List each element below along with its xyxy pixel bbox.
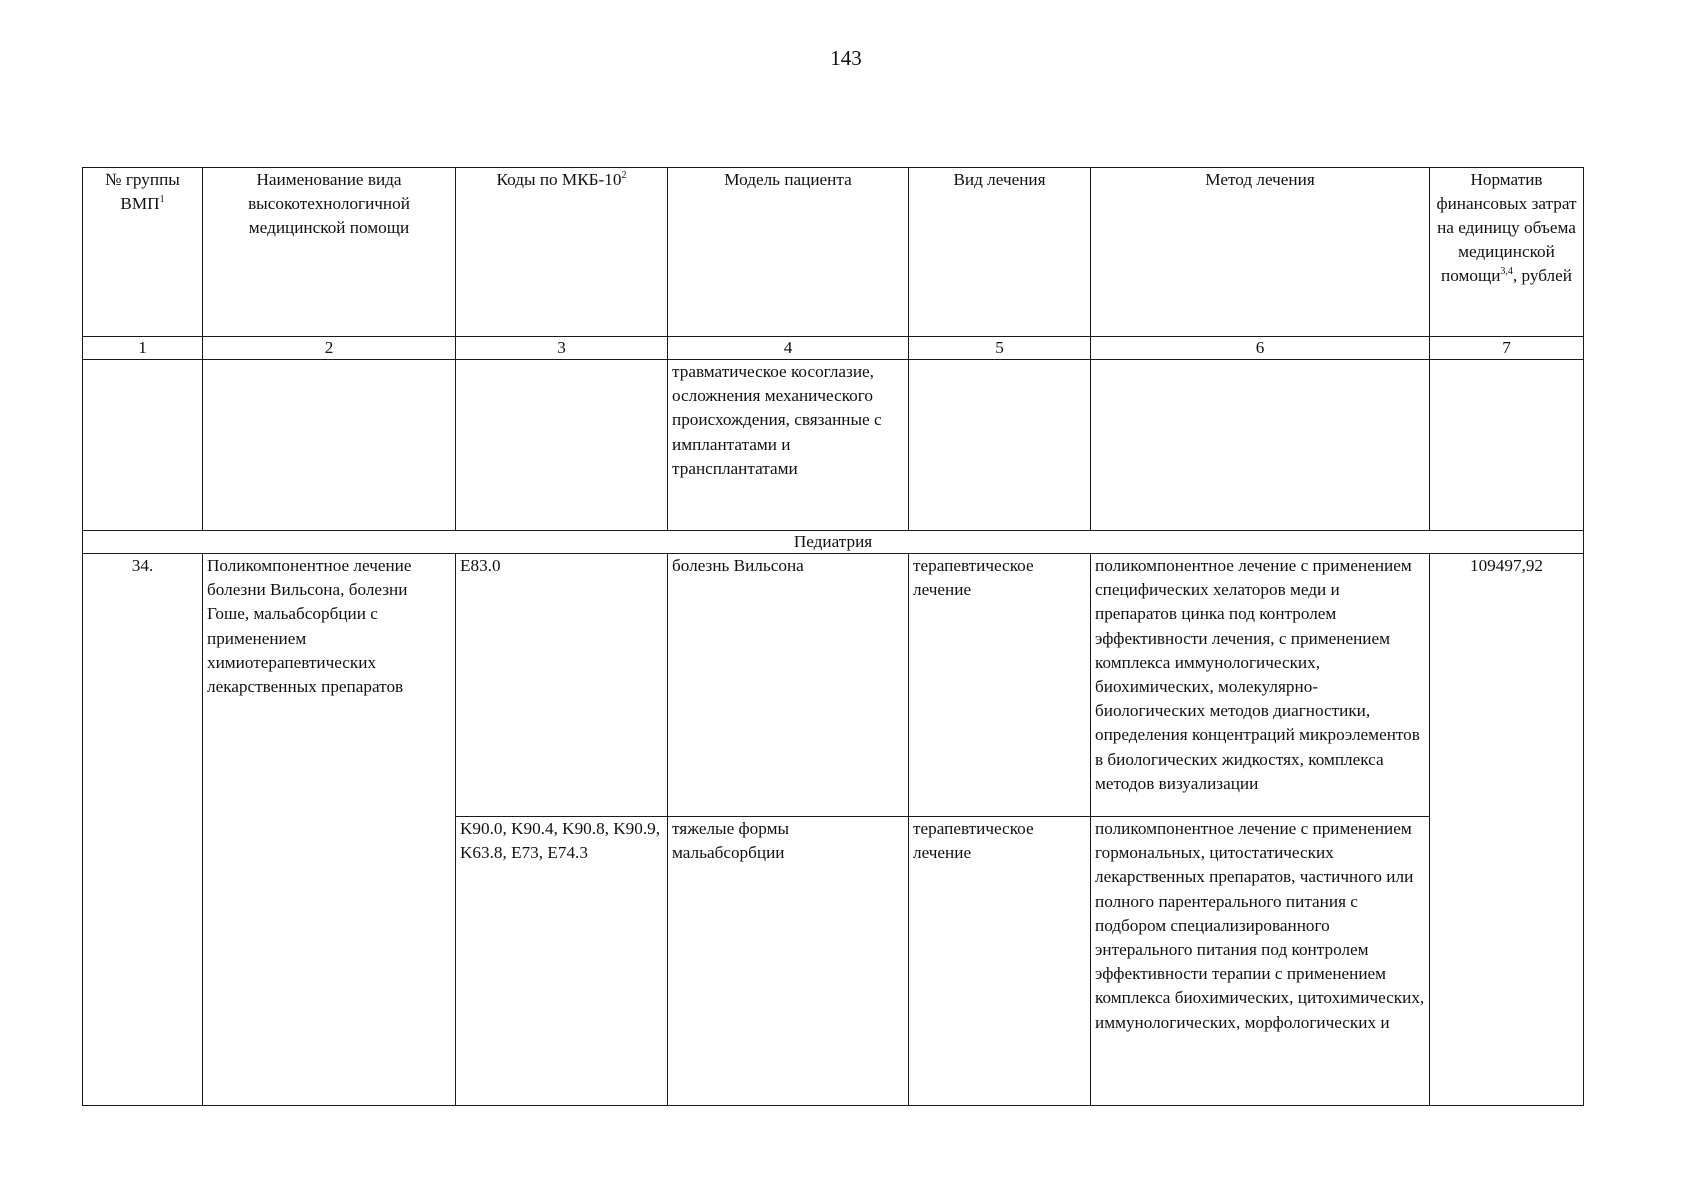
treatment-type-cell: терапевтическое лечение xyxy=(909,817,1091,1106)
patient-model-cell: тяжелые формы мальабсорбции xyxy=(668,817,909,1106)
vmp-table xyxy=(82,167,1584,1106)
icd-codes-cell: K90.0, K90.4, K90.8, K90.9, K63.8, E73, E74.3 xyxy=(456,817,668,1106)
section-row xyxy=(83,531,1584,554)
empty-cell xyxy=(83,360,203,531)
continued-row xyxy=(83,360,1584,531)
header-cost-standard: Норматив финансовых затрат на единицу объема медицинской помощи$^{3,4}$, рублей xyxy=(1430,168,1584,337)
empty-cell xyxy=(456,360,668,531)
cost-cell: 109497,92 xyxy=(1430,554,1584,1106)
empty-cell xyxy=(909,360,1091,531)
page-number: 143 xyxy=(830,46,862,70)
empty-cell xyxy=(1091,360,1430,531)
group-34-row-1 xyxy=(83,554,1584,817)
header-group-number: № группы ВМП$^1$ xyxy=(83,168,203,337)
header-treatment-type: Вид лечения xyxy=(909,168,1091,337)
treatment-method-cell: поликомпонентное лечение с применением гормональных, цитостатических лекарственных препаратов, частичного или полного парентерального питания с подбором специализированного энтерального питания под контролем эффективности терапии с применением комплекса биохимических, цитохимических, иммунологических, морфологических и xyxy=(1091,817,1430,1106)
header-care-type-name: Наименование вида высокотехнологичной медицинской помощи xyxy=(203,168,456,337)
column-number: 2 xyxy=(203,337,456,360)
treatment-type-cell: терапевтическое лечение xyxy=(909,554,1091,817)
header-icd-codes: Коды по МКБ-$10^2$ xyxy=(456,168,668,337)
empty-cell xyxy=(203,360,456,531)
group-number-cell: 34. xyxy=(83,554,203,1106)
column-number: 1 xyxy=(83,337,203,360)
column-number-row xyxy=(83,337,1584,360)
column-number: 3 xyxy=(456,337,668,360)
column-number: 6 xyxy=(1091,337,1430,360)
column-number: 5 xyxy=(909,337,1091,360)
column-number: 4 xyxy=(668,337,909,360)
treatment-method-cell: поликомпонентное лечение с применением специфических хелаторов меди и препаратов цинка под контролем эффективности лечения, с применением комплекса иммунологических, биохимических, молекулярно-биологических методов диагностики, определения концентраций микроэлементов в биологических жидкостях, комплекса методов визуализации xyxy=(1091,554,1430,817)
column-number: 7 xyxy=(1430,337,1584,360)
empty-cell xyxy=(1430,360,1584,531)
patient-model-cell: травматическое косоглазие, осложнения механического происхождения, связанные с имплантатами и трансплантатами xyxy=(668,360,909,531)
care-type-name-cell: Поликомпонентное лечение болезни Вильсона, болезни Гоше, мальабсорбции с применением химиотерапевтических лекарственных препаратов xyxy=(203,554,456,1106)
header-patient-model: Модель пациента xyxy=(668,168,909,337)
header-treatment-method: Метод лечения xyxy=(1091,168,1430,337)
section-title: Педиатрия xyxy=(83,531,1584,554)
header-row xyxy=(83,168,1584,337)
patient-model-cell: болезнь Вильсона xyxy=(668,554,909,817)
icd-codes-cell: E83.0 xyxy=(456,554,668,817)
